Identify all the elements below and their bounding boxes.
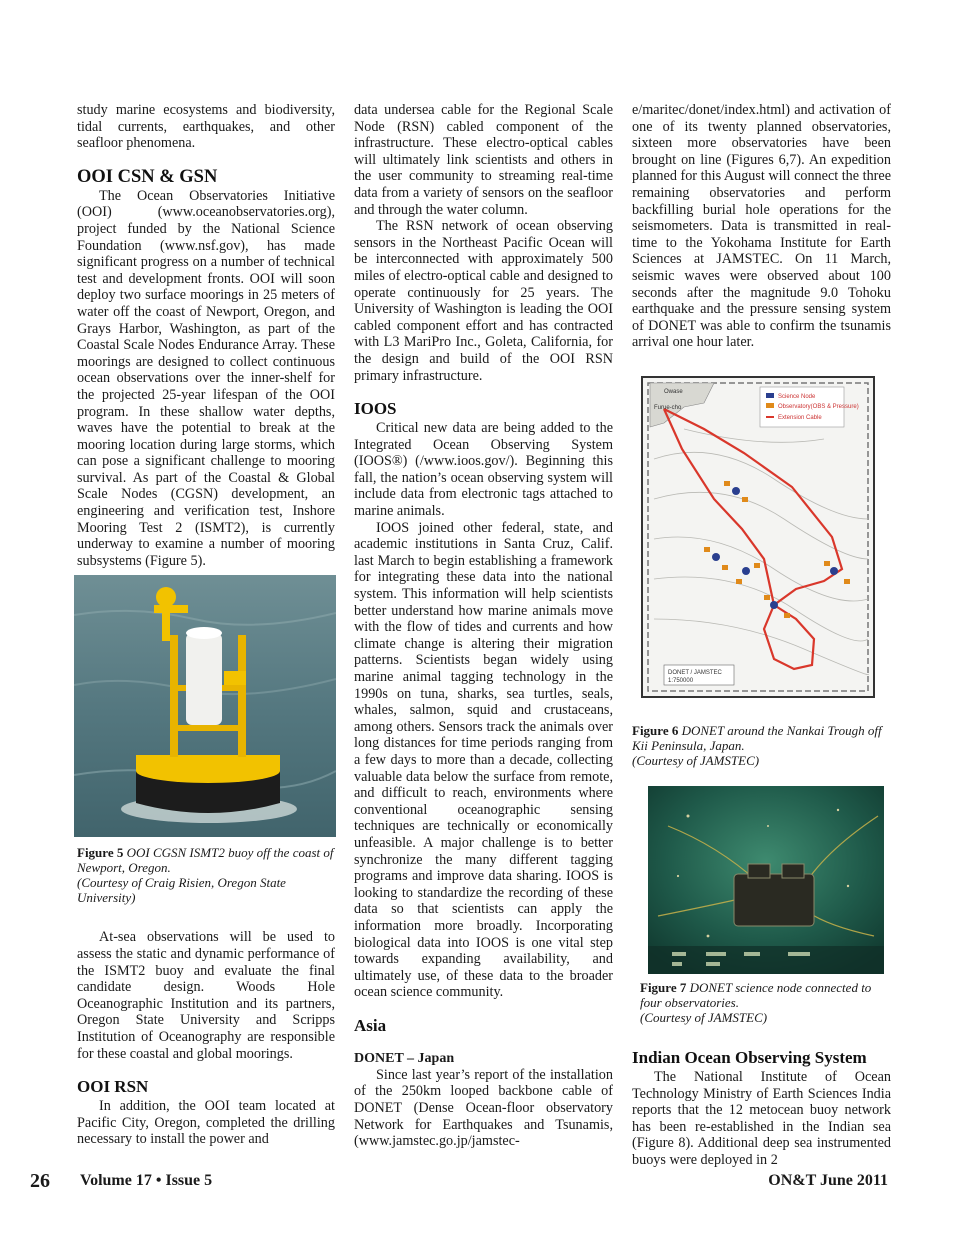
map-source-label: DONET / JAMSTEC — [668, 669, 722, 676]
figure-5-label: Figure 5 — [77, 845, 124, 861]
section-heading-ooi-csn-gsn: OOI CSN & GSN — [77, 166, 218, 187]
issue-label: Volume 17 • Issue 5 — [80, 1172, 213, 1189]
figure-7-underwater-photo — [648, 786, 884, 974]
section-heading-ooi-rsn: OOI RSN — [77, 1077, 149, 1097]
date-label: ON&T June 2011 — [768, 1172, 888, 1189]
paragraph: Since last year’s report of the installation of the 250km looped backbone cable of DONET (Dense Ocean-floor observatory Network for Earthquakes and Tsunamis, (www.jamstec.go.jp/jamstec- — [354, 1066, 613, 1150]
column-1 — [77, 102, 335, 1148]
figure-5-caption — [77, 845, 335, 875]
map-scale-label: 1:750000 — [668, 677, 694, 684]
figure-5-caption-text: OOI CGSN ISMT2 buoy off the coast of Newport, Oregon. — [77, 845, 334, 876]
map-legend-science-node: Science Node — [778, 393, 816, 400]
map-legend-extension-cable: Extension Cable — [778, 414, 822, 421]
page-number: 26 — [30, 1170, 50, 1192]
figure-6-caption — [632, 723, 891, 753]
figure-6-donet-map — [624, 369, 890, 717]
donet-map-image — [624, 369, 890, 717]
figure-6-label: Figure 6 — [632, 722, 679, 738]
section-heading-indian-ocean: Indian Ocean Observing System — [632, 1047, 867, 1067]
paragraph: IOOS joined other federal, state, and academic institutions in Santa Cruz, Calif. last March to begin establishing a framework for integrating these data into the national system. This information will help scientists better understand how marine animals move with the flow of tides and currents and how climate change is altering their migration patterns. Scientists began widely using marine animal tagging technology in the 1990s on tuna, sharks, sea turtles, seals, whales, salmon, squid and crustaceans, among others. Sensors track the animals over long distances for time periods ranging from a few days to more than a decade, collecting valuable data below the surface from remote, and difficult to reach, environments where conventional oceanographic sensing techniques are technically or economically unfeasible. A major challenge is to better synchronize the many different tagging programs and improve data sharing. IOOS is looking to standardize the recording of these data so that scientists can apply the information more broadly. Incorporating biological data into IOOS is one vital step towards expanding availability, and ultimately use, of these data to the broader ocean science community. — [354, 519, 613, 1001]
figure-6-credit: (Courtesy of JAMSTEC) — [632, 752, 760, 768]
figure-5-buoy-photo — [74, 575, 336, 837]
figure-7-caption-text: DONET science node connected to four observatories. — [640, 979, 872, 1010]
section-heading-ioos: IOOS — [354, 399, 397, 419]
figure-7-credit: (Courtesy of JAMSTEC) — [640, 1009, 768, 1025]
paragraph: Critical new data are being added to the Integrated Ocean Observing System (IOOS®) (/www.ioos.gov/). Beginning this fall, the nation’s ocean observing system will include data from electronic tags attached to marine animals. — [354, 420, 613, 520]
figure-6-caption-text: DONET around the Nankai Trough off Kii Peninsula, Japan. — [632, 722, 882, 753]
figure-7-label: Figure 7 — [640, 979, 687, 995]
map-place-furue: Furue-cho — [654, 404, 682, 411]
map-legend-observatory: Observatory(OBS & Pressure) — [778, 403, 859, 410]
column-2 — [354, 102, 613, 1150]
paragraph: data undersea cable for the Regional Scale Node (RSN) cabled component of the infrastructure. These electro-optical cables will ultimately link scientists and others in the user community to streaming real-time data from a variety of sensors on the seafloor and through the water column. — [354, 102, 613, 218]
paragraph: e/maritec/donet/index.html) and activation of one of its twenty planned observatories, sixteen more observatories have been brought on line (Figures 6,7). An expedition planned for this August will connect the three remaining observatories and perform backfilling burial hole operations for the seismometers. Data is transmitted in real-time to the Yokohama Institute for Earth Sciences at JAMSTEC. On 11 March, seismic waves were observed about 100 seconds after the magnitude 9.0 Tohoku earthquake and the pressure sensing system of DONET was able to confirm the tsunamis arrival one hour later. — [632, 102, 891, 351]
paragraph: study marine ecosystems and biodiversity, tidal currents, earthquakes, and other seafloor phenomena. — [77, 102, 335, 152]
figure-7-caption — [640, 980, 891, 1010]
paragraph: The Ocean Observatories Initiative (OOI) (www.oceanobservatories.org), project funded by the National Science Foundation (www.nsf.gov), has made significant progress on a number of technical test and development fronts. OOI will soon deploy two surface moorings in 25 meters of water off the coast of Newport, Oregon, and Grays Harbor, Washington, as part of the Coastal Scale Nodes Endurance Array. These moorings are designed to collect continuous ocean observations over the inner-shelf for the projected 25-year lifespan of the OOI program. In these shallow water depths, waves have the potential to break at the mooring location during large storms, which can pose a significant challenge to mooring survival. As part of the Coastal & Global Scale Nodes (CGSN) development, an engineering and verification test, Inshore Mooring Test 2 (ISMT2), is currently underway to examine a number of mooring subsystems (Figure 5). — [77, 187, 335, 569]
paragraph: The National Institute of Ocean Technology Ministry of Earth Sciences India reports that the 12 metocean buoy network has been re-established in the Indian sea (Figure 8). Additional deep sea instrumented buoys were deployed in 2 — [632, 1068, 891, 1168]
map-place-owase: Owase — [664, 388, 683, 395]
buoy-photo-image — [74, 575, 336, 837]
paragraph: At-sea observations will be used to assess the static and dynamic performance of the ISMT2 buoy and evaluate the final candidate design. Woods Hole Oceanographic Institution and its partners, Oregon State University and Scripps Institution of Oceanography are responsible for these coastal and global moorings. — [77, 929, 335, 1062]
figure-5-credit: (Courtesy of Craig Risien, Oregon State University) — [77, 875, 286, 906]
subheading-donet-japan: DONET – Japan — [354, 1050, 455, 1066]
underwater-photo-image — [648, 786, 884, 974]
column-3 — [632, 102, 891, 1168]
section-heading-asia: Asia — [354, 1015, 387, 1035]
paragraph: In addition, the OOI team located at Pacific City, Oregon, completed the drilling necessary to install the power and — [77, 1098, 335, 1148]
paragraph: The RSN network of ocean observing sensors in the Northeast Pacific Ocean will be interconnected with approximately 500 miles of electro-optical cable and designed to operate continuously for 25 years. The University of Washington is leading the OOI cabled component effort and has contracted with L3 MariPro Inc., Goleta, California, for the design and build of the OOI RSN primary infrastructure. — [354, 218, 613, 384]
